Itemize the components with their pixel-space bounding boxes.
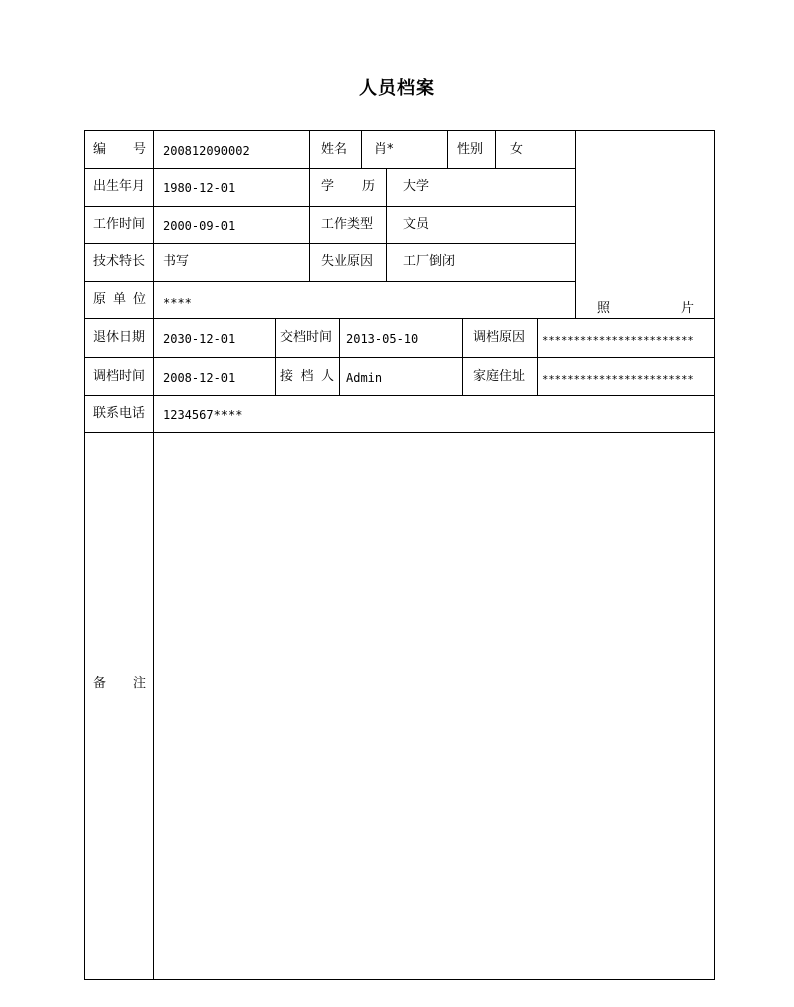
label-work-type: 工作类型 [321,217,374,232]
column-divider [537,318,538,395]
value-receiver: Admin [346,371,383,385]
value-name: 肖* [374,142,394,157]
column-divider [447,131,448,168]
label-unemploy-reason: 失业原因 [321,254,374,269]
value-education: 大学 [403,179,430,194]
page-title: 人员档案 [359,78,435,99]
label-retire-date: 退休日期 [93,330,146,345]
column-divider [309,131,310,281]
row-divider [85,281,575,282]
value-id: 200812090002 [163,144,250,158]
column-divider [462,318,463,395]
value-work-type: 文员 [403,217,430,232]
row-divider [85,243,575,244]
label-birth: 出生年月 [93,179,146,194]
label-transfer-reason: 调档原因 [473,330,526,345]
label-gender: 性别 [457,142,484,157]
label-name: 姓名 [321,142,348,157]
value-former-unit: **** [163,296,192,310]
label-receiver: 接 档 人 [280,369,334,384]
label-remarks: 备 注 [93,676,146,691]
label-transfer-time: 调档时间 [93,369,146,384]
row-divider [85,432,714,433]
column-divider [575,131,576,318]
row-divider [85,318,714,319]
value-transfer-time: 2008-12-01 [163,371,236,385]
label-skill: 技术特长 [93,254,146,269]
personnel-record-table [84,130,715,980]
value-transfer-reason: ************************ [542,335,694,347]
column-divider [275,318,276,395]
label-phone: 联系电话 [93,406,146,421]
row-divider [85,168,575,169]
value-skill: 书写 [163,254,190,269]
row-divider [85,395,714,396]
photo-label-left: 照 [597,301,611,316]
value-birth: 1980-12-01 [163,181,236,195]
row-divider [85,357,714,358]
column-divider [153,131,154,979]
column-divider [386,168,387,281]
value-unemploy-reason: 工厂倒闭 [403,254,456,269]
value-work-start: 2000-09-01 [163,219,236,233]
photo-label-right: 片 [681,301,695,316]
value-retire-date: 2030-12-01 [163,332,236,346]
value-submit-time: 2013-05-10 [346,332,419,346]
row-divider [85,206,575,207]
value-phone: 1234567**** [163,408,243,422]
label-education: 学 历 [321,179,375,194]
value-gender: 女 [510,142,524,157]
label-former-unit: 原 单 位 [93,292,146,307]
label-work-start: 工作时间 [93,217,146,232]
label-submit-time: 交档时间 [280,330,333,345]
label-address: 家庭住址 [473,369,526,384]
column-divider [361,131,362,168]
value-address: ************************ [542,374,694,386]
column-divider [495,131,496,168]
label-id: 编 号 [93,142,146,157]
column-divider [339,318,340,395]
